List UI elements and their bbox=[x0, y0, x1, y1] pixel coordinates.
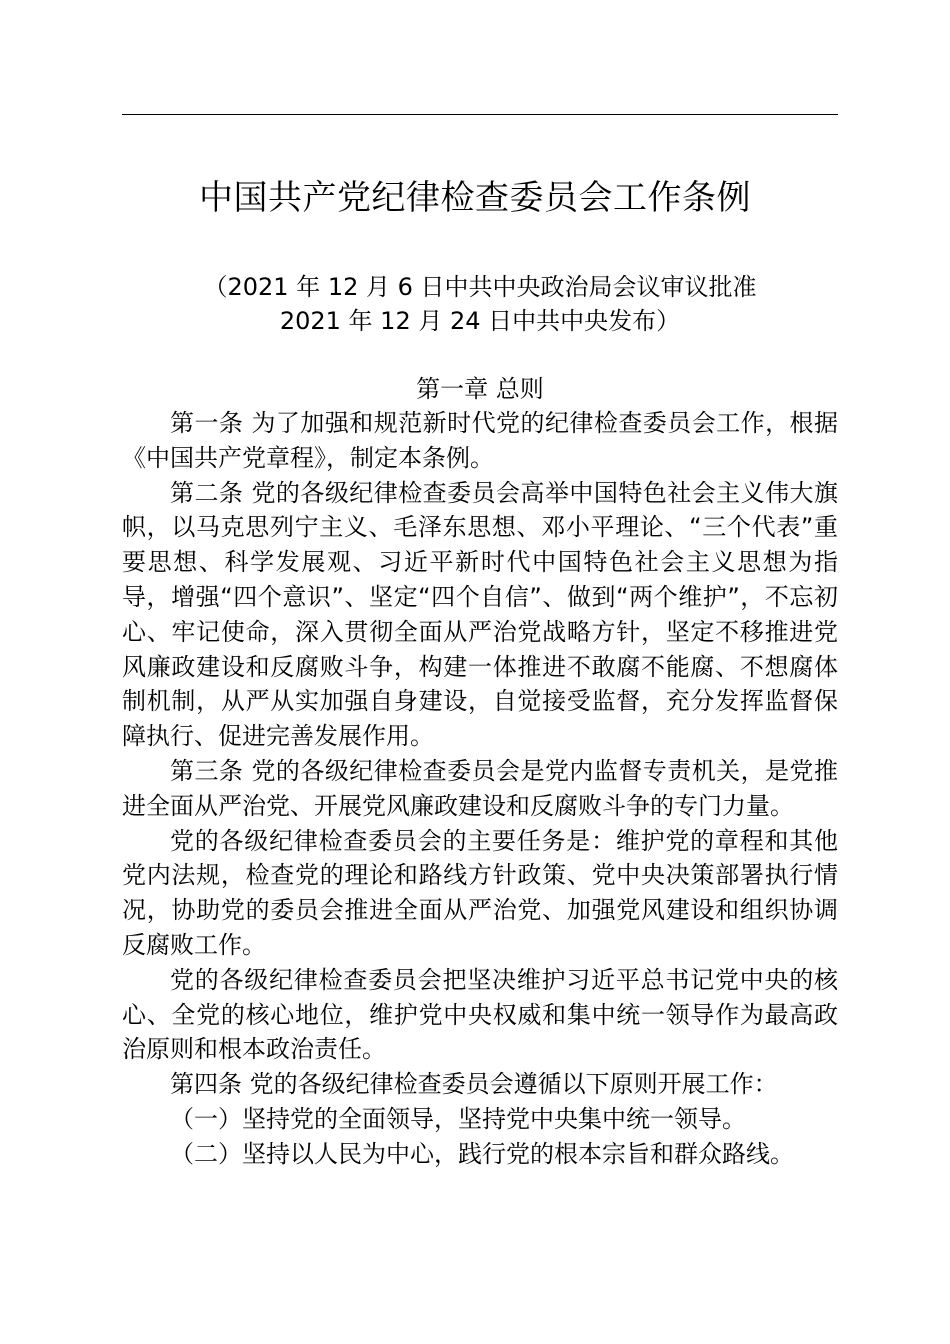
article-1-paragraph: 第一条 为了加强和规范新时代党的纪律检查委员会工作，根据《中国共产党章程》，制定本条例。 bbox=[122, 409, 838, 472]
document-body bbox=[122, 406, 838, 1172]
principle-item-1: （一）坚持党的全面领导，坚持党中央集中统一领导。 bbox=[170, 1104, 746, 1133]
document-title: 中国共产党纪律检查委员会工作条例 bbox=[199, 178, 751, 218]
political-principle-paragraph: 党的各级纪律检查委员会把坚决维护习近平总书记党中央的核心、全党的核心地位，维护党中央权威和集中统一领导作为最高政治原则和根本政治责任。 bbox=[122, 965, 838, 1064]
principle-item-2: （二）坚持以人民为中心，践行党的根本宗旨和群众路线。 bbox=[170, 1139, 794, 1168]
main-tasks-paragraph: 党的各级纪律检查委员会的主要任务是：维护党的章程和其他党内法规，检查党的理论和路线方针政策、党中央决策部署执行情况，协助党的委员会推进全面从严治党、加强党风建设和组织协调反腐败工作。 bbox=[122, 826, 838, 959]
header-rule bbox=[122, 114, 838, 115]
article-3-paragraph: 第三条 党的各级纪律检查委员会是党内监督专责机关，是党推进全面从严治党、开展党风廉政建设和反腐败斗争的专门力量。 bbox=[122, 756, 838, 820]
article-4-paragraph: 第四条 党的各级纪律检查委员会遵循以下原则开展工作： bbox=[170, 1070, 778, 1099]
adoption-line-approval: （2021 年 12 月 6 日中共中央政治局会议审议批准 bbox=[203, 273, 757, 301]
adoption-line-issued: 2021 年 12 月 24 日中共中央发布） bbox=[279, 307, 681, 335]
chapter-heading: 第一章 总则 bbox=[416, 375, 544, 403]
article-2-paragraph: 第二条 党的各级纪律检查委员会高举中国特色社会主义伟大旗帜，以马克思列宁主义、毛泽东思想、邓小平理论、“三个代表”重要思想、科学发展观、习近平新时代中国特色社会主义思想为指导，增强“四个意识”、坚定“四个自信”、做到“两个维护”，不忘初心、牢记使命，深入贯彻全面从严治党战略方针，坚定不移推进党风廉政建设和反腐败斗争，构建一体推进不敢腐不能腐、不想腐体制机制，从严从实加强自身建设，自觉接受监督，充分发挥监督保障执行、促进完善发展作用。 bbox=[122, 478, 838, 751]
adoption-note bbox=[0, 270, 950, 338]
